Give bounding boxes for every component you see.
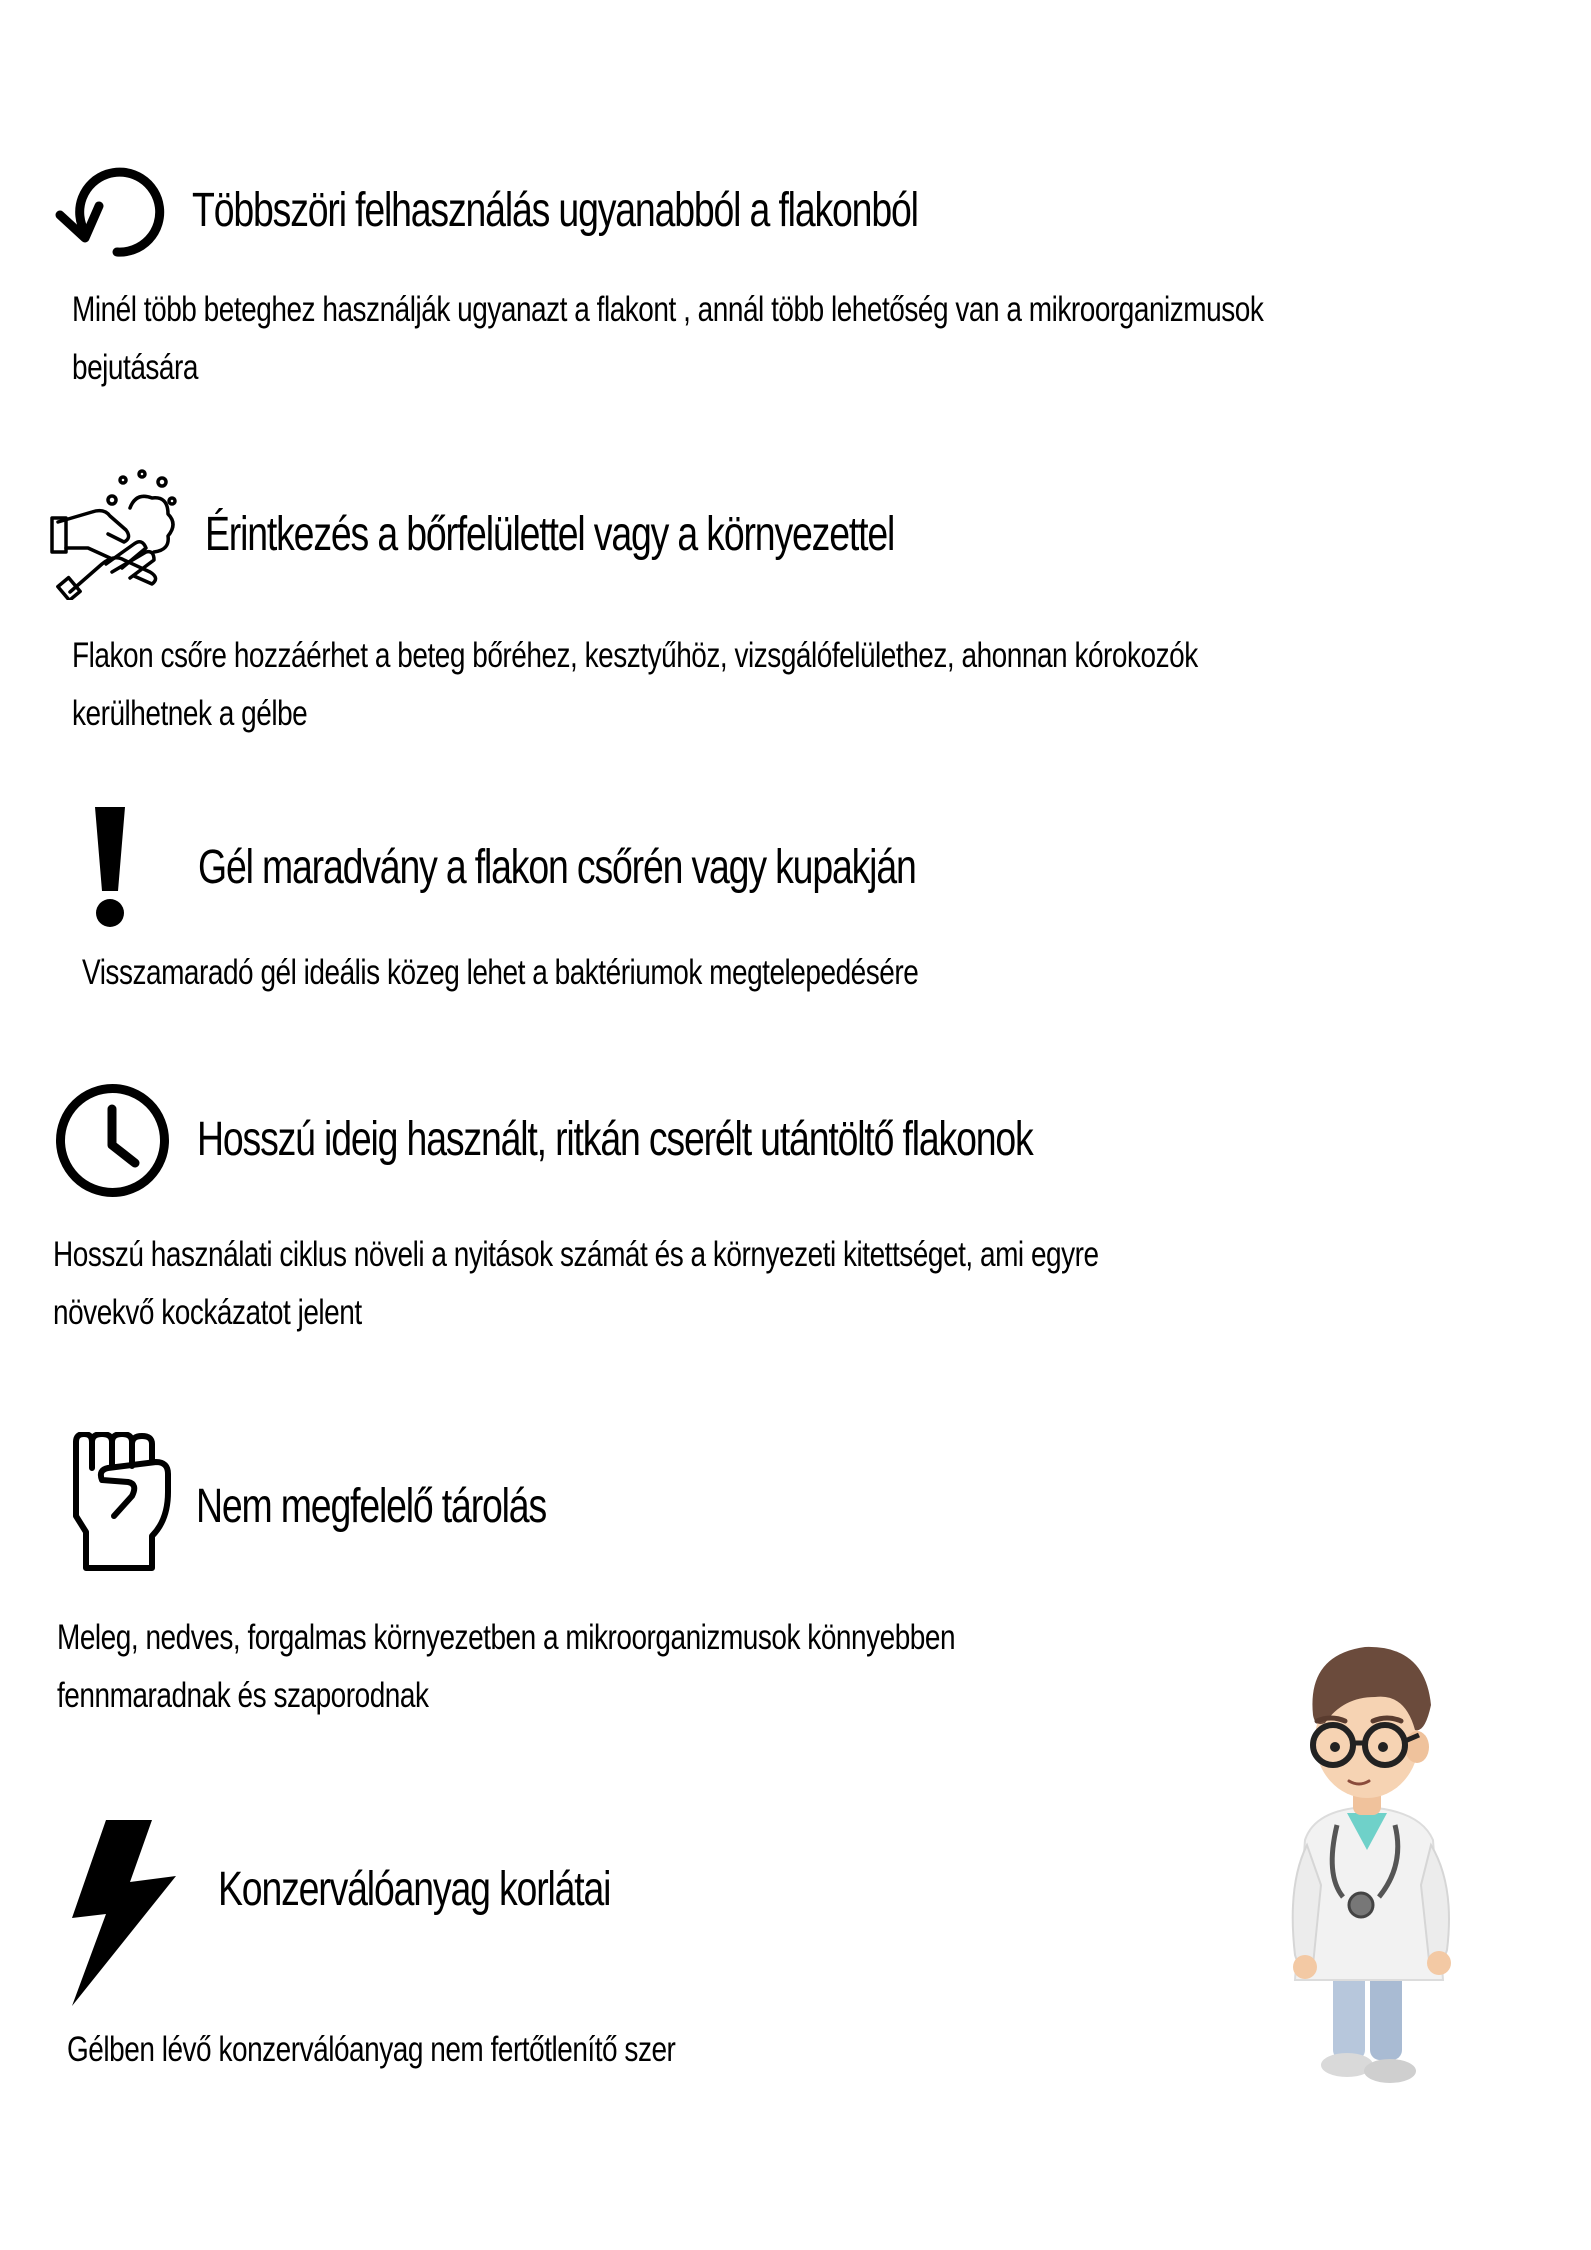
clock-icon xyxy=(55,1083,170,1198)
fist-icon xyxy=(68,1432,173,1572)
section-4-text-line-1: Hosszú használati ciklus növeli a nyitások számát és a környezeti kitettséget, ami egyre xyxy=(53,1235,1099,1274)
section-3-text-line-1: Visszamaradó gél ideális közeg lehet a baktériumok megtelepedésére xyxy=(82,953,919,992)
hand-washing-icon xyxy=(50,468,180,600)
section-1-text-line-1: Minél több beteghez használják ugyanazt a flakont , annál több lehetőség van a mikroorganizmusok xyxy=(72,290,1264,329)
section-6-title: Konzerválóanyag korlátai xyxy=(218,1863,611,1916)
section-6-text-line-1: Gélben lévő konzerválóanyag nem fertőtlenítő szer xyxy=(67,2030,676,2069)
section-4-text-line-2: növekvő kockázatot jelent xyxy=(53,1293,362,1332)
section-5-text-line-2: fennmaradnak és szaporodnak xyxy=(57,1676,429,1715)
section-4-title: Hosszú ideig használt, ritkán cserélt utántöltő flakonok xyxy=(197,1113,1033,1166)
lightning-icon xyxy=(68,1818,178,2008)
section-1-title: Többszöri felhasználás ugyanabból a flakonból xyxy=(192,184,918,237)
doctor-illustration xyxy=(1255,1635,1475,2085)
refresh-icon xyxy=(55,160,170,260)
exclamation-icon xyxy=(85,805,135,930)
section-2-text-line-1: Flakon csőre hozzáérhet a beteg bőréhez, kesztyűhöz, vizsgálófelülethez, ahonnan kórokozók xyxy=(72,636,1198,675)
section-5-text-line-1: Meleg, nedves, forgalmas környezetben a mikroorganizmusok könnyebben xyxy=(57,1618,956,1657)
section-5-title: Nem megfelelő tárolás xyxy=(196,1480,547,1533)
section-3-title: Gél maradvány a flakon csőrén vagy kupakján xyxy=(198,841,916,894)
section-1-text-line-2: bejutására xyxy=(72,348,198,387)
section-2-text-line-2: kerülhetnek a gélbe xyxy=(72,694,308,733)
section-2-title: Érintkezés a bőrfelülettel vagy a környezettel xyxy=(205,508,895,561)
